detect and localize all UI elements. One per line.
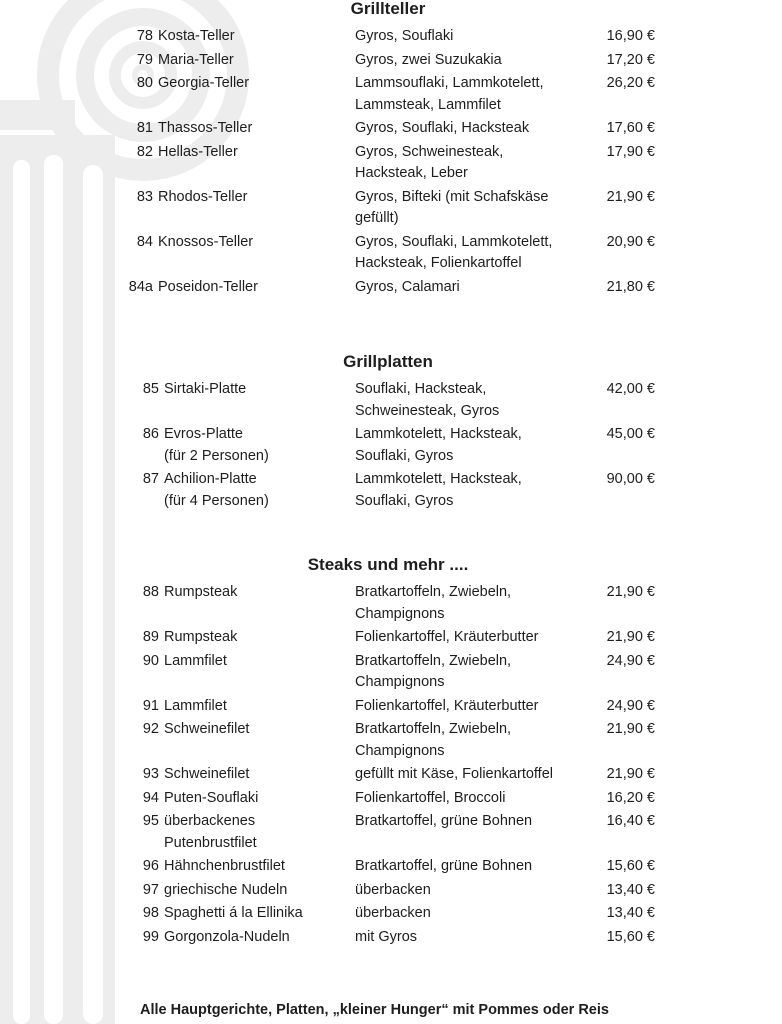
menu-item — [0, 811, 782, 854]
item-num: 78 — [136, 28, 153, 44]
item-desc: Bratkartoffeln, Zwiebeln, Champignons — [355, 721, 512, 759]
menu-item — [0, 379, 782, 422]
item-num: 97 — [142, 881, 159, 898]
menu-section — [0, 556, 782, 948]
item-price: 15,60 € — [606, 928, 655, 945]
item-num: 94 — [142, 789, 159, 806]
item-price: 42,00 € — [606, 381, 655, 397]
item-num: 81 — [136, 120, 153, 136]
item-name: Sirtaki-Platte — [164, 381, 247, 397]
item-desc: Bratkartoffel, grüne Bohnen — [355, 813, 533, 829]
menu-item — [0, 651, 782, 694]
menu-item — [0, 118, 782, 140]
item-desc: Bratkartoffeln, Zwiebeln, Champignons — [355, 584, 512, 622]
item-name: griechische Nudeln — [164, 881, 288, 898]
menu-item — [0, 469, 782, 512]
menu-section — [0, 0, 782, 298]
item-price: 17,90 € — [606, 143, 655, 160]
menu-item — [0, 26, 782, 48]
item-price: 16,20 € — [606, 789, 655, 806]
item-name: Rumpsteak — [164, 584, 238, 600]
item-num: 96 — [142, 858, 159, 874]
menu-item — [0, 50, 782, 72]
menu-item — [0, 277, 782, 299]
item-name: Lammfilet — [164, 652, 227, 669]
menu-item — [0, 142, 782, 185]
item-name: überbackenes Putenbrustfilet — [164, 813, 257, 851]
item-name: Achilion-Platte (für 4 Personen) — [164, 471, 269, 509]
item-name: Rhodos-Teller — [158, 188, 248, 205]
item-name: Hähnchenbrustfilet — [164, 858, 285, 874]
item-price: 21,80 € — [606, 278, 655, 295]
item-num: 98 — [142, 905, 159, 921]
item-name: Thassos-Teller — [158, 120, 253, 136]
menu-item — [0, 719, 782, 762]
item-num: 89 — [142, 629, 159, 645]
item-price: 16,40 € — [606, 813, 655, 829]
item-name: Lammfilet — [164, 697, 227, 714]
item-price: 13,40 € — [606, 905, 655, 921]
item-num: 82 — [136, 143, 153, 160]
item-desc: Lammsouflaki, Lammkotelett, Lammsteak, Lammfilet — [355, 75, 544, 113]
item-desc: mit Gyros — [355, 928, 418, 945]
item-num: 93 — [142, 766, 159, 782]
item-price: 26,20 € — [606, 75, 655, 91]
item-num: 85 — [142, 381, 159, 397]
item-name: Knossos-Teller — [158, 233, 254, 250]
item-name: Hellas-Teller — [158, 143, 238, 160]
item-desc: gefüllt mit Käse, Folienkartoffel — [355, 766, 553, 782]
item-price: 21,90 € — [606, 721, 655, 737]
item-desc: Folienkartoffel, Broccoli — [355, 789, 506, 806]
item-desc: Gyros, Bifteki (mit Schafskäse gefüllt) — [355, 188, 549, 226]
item-name: Rumpsteak — [164, 629, 238, 645]
item-num: 79 — [136, 51, 153, 68]
menu-item — [0, 627, 782, 649]
menu-item — [0, 424, 782, 467]
item-desc: Souflaki, Hacksteak, Schweinesteak, Gyros — [355, 381, 500, 419]
menu-item — [0, 788, 782, 810]
item-num: 87 — [142, 471, 159, 487]
item-desc: Bratkartoffeln, Zwiebeln, Champignons — [355, 652, 512, 690]
item-name: Evros-Platte (für 2 Personen) — [164, 426, 269, 464]
item-name: Gorgonzola-Nudeln — [164, 928, 290, 945]
item-desc: Folienkartoffel, Kräuterbutter — [355, 629, 539, 645]
menu-item — [0, 880, 782, 902]
item-price: 17,20 € — [606, 51, 655, 68]
item-desc: Gyros, Schweinesteak, Hacksteak, Leber — [355, 143, 504, 181]
item-num: 80 — [136, 75, 153, 91]
item-price: 90,00 € — [606, 471, 655, 487]
menu-item — [0, 696, 782, 718]
item-desc: Lammkotelett, Hacksteak, Souflaki, Gyros — [355, 426, 522, 464]
item-price: 17,60 € — [606, 120, 655, 136]
item-price: 21,90 € — [606, 584, 655, 600]
item-price: 21,90 € — [606, 766, 655, 782]
item-price: 13,40 € — [606, 881, 655, 898]
menu-item — [0, 927, 782, 949]
item-desc: Gyros, Calamari — [355, 278, 460, 295]
footer-note: Alle Hauptgerichte, Platten, „kleiner Hunger“ mit Pommes oder Reis — [140, 1002, 609, 1018]
item-price: 24,90 € — [606, 697, 655, 714]
item-desc: Gyros, Souflaki, Hacksteak — [355, 120, 530, 136]
section-title: Steaks und mehr .... — [307, 555, 469, 574]
menu-item — [0, 582, 782, 625]
item-price: 45,00 € — [606, 426, 655, 442]
item-price: 24,90 € — [606, 652, 655, 669]
menu-section — [0, 353, 782, 512]
item-name: Spaghetti á la Ellinika — [164, 905, 303, 921]
item-num: 88 — [142, 584, 159, 600]
item-name: Schweinefilet — [164, 766, 250, 782]
item-num: 92 — [142, 721, 159, 737]
item-name: Puten-Souflaki — [164, 789, 259, 806]
menu-item — [0, 856, 782, 878]
item-price: 15,60 € — [606, 858, 655, 874]
item-num: 86 — [142, 426, 159, 442]
item-desc: Folienkartoffel, Kräuterbutter — [355, 697, 539, 714]
menu-item — [0, 232, 782, 275]
section-title: Grillplatten — [343, 352, 433, 371]
item-num: 91 — [142, 697, 159, 714]
section-title: Grillteller — [350, 0, 426, 18]
item-name: Georgia-Teller — [158, 75, 250, 91]
item-num: 95 — [142, 813, 159, 829]
item-name: Schweinefilet — [164, 721, 250, 737]
menu-item — [0, 764, 782, 786]
item-num: 83 — [136, 188, 153, 205]
item-num: 99 — [142, 928, 159, 945]
item-price: 16,90 € — [606, 28, 655, 44]
item-price: 21,90 € — [606, 629, 655, 645]
item-desc: überbacken — [355, 905, 431, 921]
item-desc: Lammkotelett, Hacksteak, Souflaki, Gyros — [355, 471, 522, 509]
item-price: 21,90 € — [606, 188, 655, 205]
item-name: Kosta-Teller — [158, 28, 235, 44]
item-num: 84a — [128, 278, 153, 295]
item-desc: überbacken — [355, 881, 431, 898]
menu-item — [0, 187, 782, 230]
menu-item — [0, 903, 782, 925]
item-num: 84 — [136, 233, 153, 250]
item-num: 90 — [142, 652, 159, 669]
item-name: Maria-Teller — [158, 51, 234, 68]
item-desc: Gyros, zwei Suzukakia — [355, 51, 502, 68]
item-name: Poseidon-Teller — [158, 278, 258, 295]
item-desc: Bratkartoffel, grüne Bohnen — [355, 858, 533, 874]
item-desc: Gyros, Souflaki — [355, 28, 454, 44]
item-price: 20,90 € — [606, 233, 655, 250]
menu-item — [0, 73, 782, 116]
item-desc: Gyros, Souflaki, Lammkotelett, Hacksteak, Folienkartoffel — [355, 233, 553, 271]
